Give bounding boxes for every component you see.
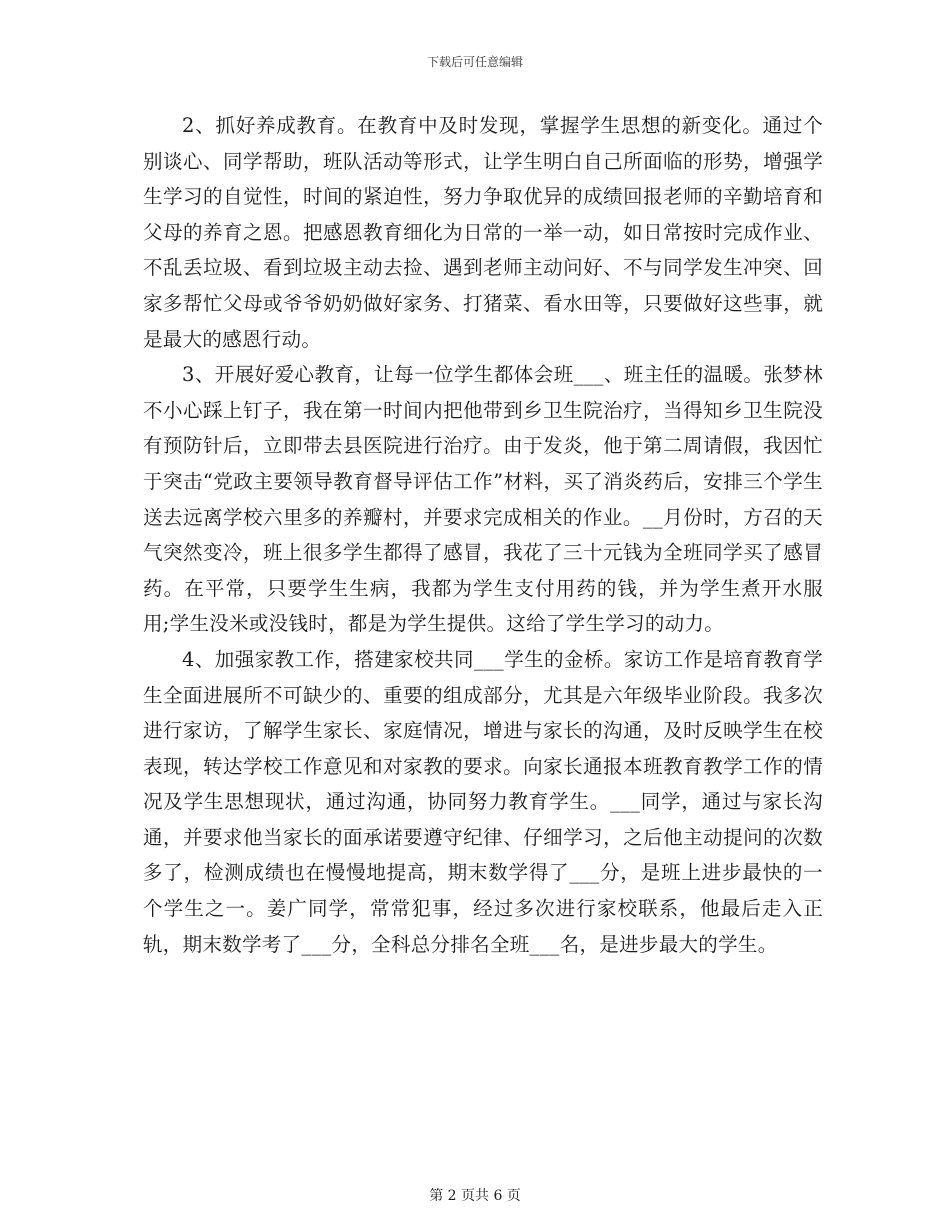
paragraph-2: 2、抓好养成教育。在教育中及时发现，掌握学生思想的新变化。通过个别谈心、同学帮助，班队活动等形式，让学生明白自己所面临的形势，增强学生学习的自觉性，时间的紧迫性，努力争取优异的成绩回报老师的辛勤培育和父母的养育之恩。把感恩教育细化为日常的一举一动，如日常按时完成作业、不乱丢垃圾、看到垃圾主动去捡、遇到老师主动问好、不与同学发生冲突、回家多帮忙父母或爷爷奶奶做好家务、打猪菜、看水田等，只要做好这些事，就是最大的感恩行动。	[143, 114, 823, 351]
paragraph-3: 3、开展好爱心教育，让每一位学生都体会班___、班主任的温暖。张梦林不小心踩上钉子，我在第一时间内把他带到乡卫生院治疗，当得知乡卫生院没有预防针后，立即带去县医院进行治疗。由于发炎，他于第二周请假，我因忙于突击“党政主要领导教育督导评估工作”材料，买了消炎药后，安排三个学生送去远离学校六里多的养瓣村，并要求完成相关的作业。__月份时，方召的天气突然变冷，班上很多学生都得了感冒，我花了三十元钱为全班同学买了感冒药。在平常，只要学生生病，我都为学生支付用药的钱，并为学生煮开水服用;学生没米或没钱时，都是为学生提供。这给了学生学习的动力。	[143, 363, 823, 636]
page-footer: 第 2 页共 6 页	[429, 1188, 521, 1204]
page-header: 下载后可任意编辑	[426, 55, 523, 69]
paragraph-4: 4、加强家教工作，搭建家校共同___学生的金桥。家访工作是培育教育学生全面进展所不可缺少的、重要的组成部分，尤其是六年级毕业阶段。我多次进行家访，了解学生家长、家庭情况，增进与家长的沟通，及时反映学生在校表现，转达学校工作意见和对家教的要求。向家长通报本班教育教学工作的情况及学生思想现状，通过沟通，协同努力教育学生。___同学，通过与家长沟通，并要求他当家长的面承诺要遵守纪律、仔细学习，之后他主动提问的次数多了，检测成绩也在慢慢地提高，期末数学得了___分，是班上进步最快的一个学生之一。姜广同学，常常犯事，经过多次进行家校联系，他最后走入正轨，期末数学考了___分，全科总分排名全班___名，是进步最大的学生。	[143, 647, 823, 956]
document-body	[143, 108, 823, 962]
